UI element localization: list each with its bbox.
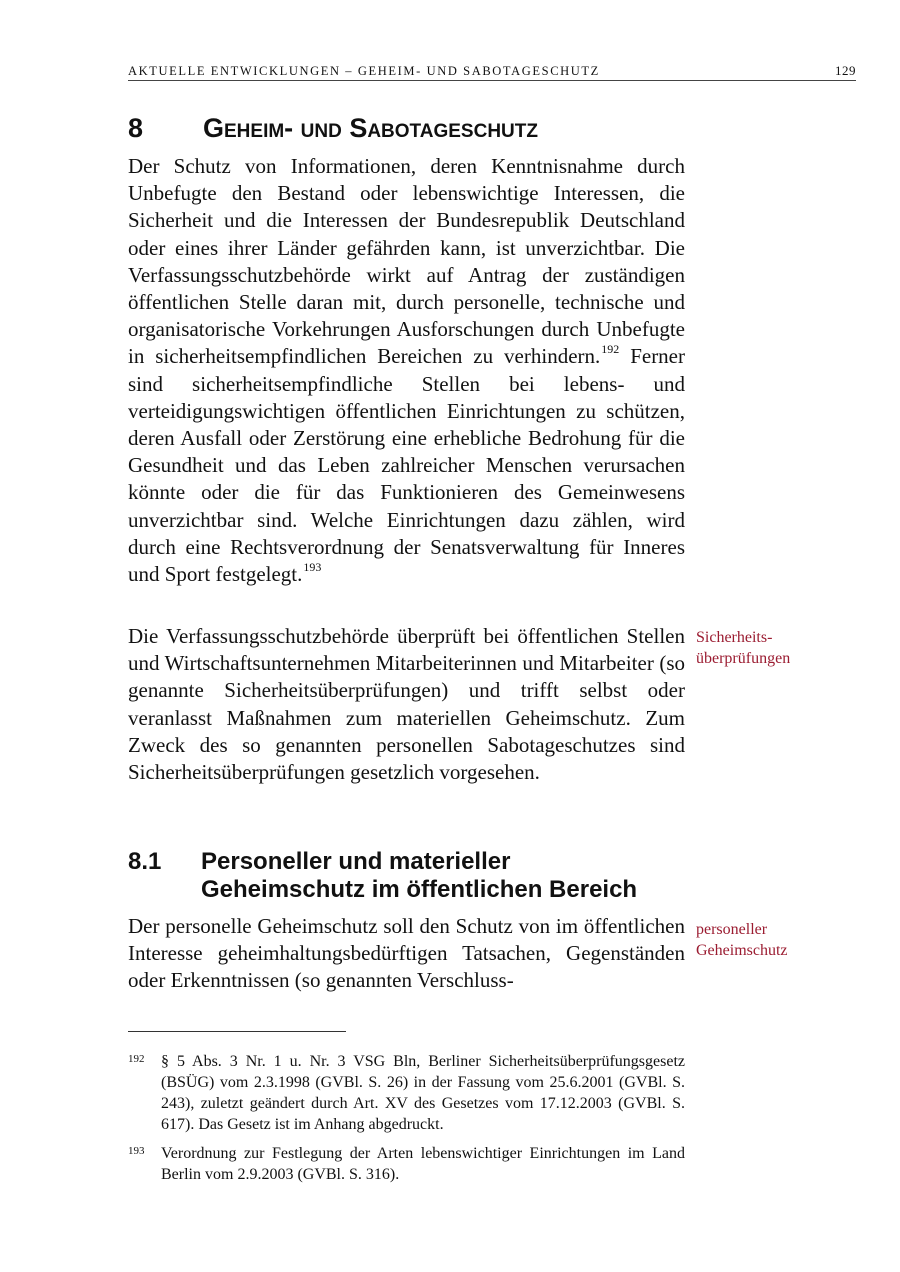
margin-note-line: Geheimschutz: [696, 942, 788, 959]
section-number: 8: [128, 113, 144, 143]
footnote-text: Verordnung zur Festlegung der Arten lebenswichtiger Einrichtungen im Land Berlin vom 2.9.2003 (GVBl. S. 316).: [161, 1145, 685, 1183]
paragraph-text: Ferner sind sicherheitsempfindliche Stellen bei lebens- und verteidigungswichtigen öffentlichen Einrichtungen zu schützen, deren Ausfall oder Zerstörung eine erhebliche Bedrohung für die Gesundheit und das Leben zahlreicher Menschen verursachen könnte oder die für das Funktionieren des Gemeinwesens unverzichtbar sind. Welche Einrichtungen dazu zählen, wird durch eine Rechtsverordnung der Senatsverwaltung für Inneres und Sport festgelegt.: [128, 344, 685, 587]
page-number: 129: [835, 63, 856, 78]
paragraph-text: Die Verfassungsschutzbehörde überprüft bei öffentlichen Stellen und Wirtschaftsunternehmen Mitarbeiterinnen und Mitarbeiter (so genannte Sicherheitsüberprüfungen) und trifft selbst oder veranlasst Maßnahmen zum materiellen Geheimschutz. Zum Zweck des so genannten personellen Sabotageschutzes sind Sicherheitsüberprüfungen gesetzlich vorgesehen.: [128, 624, 685, 785]
section-paragraph-1: [128, 153, 685, 588]
subsection-title-line: Geheimschutz im öffentlichen Bereich: [201, 876, 638, 903]
footnote-ref-192[interactable]: 192: [601, 342, 620, 357]
footnote-text: § 5 Abs. 3 Nr. 1 u. Nr. 3 VSG Bln, Berliner Sicherheitsüberprüfungsgesetz (BSÜG) vom 2.3.1998 (GVBl. S. 26) in der Fassung vom 25.6.2001 (GVBl. S. 243), zuletzt geändert durch Art. XV des Gesetzes vom 17.12.2003 (GVBl. S. 617). Das Gesetz ist im Anhang abgedruckt.: [161, 1053, 685, 1133]
section-title: Geheim- und Sabotageschutz: [203, 113, 538, 143]
margin-note-line: personeller: [696, 921, 768, 938]
section-paragraph-2: [128, 623, 685, 786]
footnote-number: 192: [128, 1053, 145, 1065]
subsection-title: [201, 848, 701, 904]
paragraph-text: Der Schutz von Informationen, deren Kenntnisnahme durch Unbefugte den Bestand oder lebenswichtige Interessen, die Sicherheit und die Interessen der Bundesrepublik Deutschland oder eines ihrer Länder gefährden kann, ist unverzichtbar. Die Verfassungsschutzbehörde wirkt auf Antrag der zuständigen öffentlichen Stelle daran mit, durch personelle, technische und organisatorische Vorkehrungen Ausforschungen durch Unbefugte in sicherheitsempfindlichen Bereichen zu verhindern.: [128, 154, 685, 369]
margin-note-personeller-geheimschutz: [696, 919, 866, 961]
footnote-ref-193[interactable]: 193: [303, 560, 322, 575]
subsection-title-line: Personeller und materieller: [201, 848, 511, 875]
margin-note-sicherheitsueberpruefungen: [696, 627, 866, 669]
margin-note-line: Sicherheits-: [696, 629, 773, 646]
margin-note-line: überprüfungen: [696, 650, 791, 667]
subsection-number: 8.1: [128, 848, 162, 875]
footnote-number: 193: [128, 1145, 145, 1157]
subsection-paragraph-1: [128, 913, 685, 995]
footnote-divider: [128, 1031, 346, 1032]
running-title: AKTUELLE ENTWICKLUNGEN – GEHEIM- UND SABOTAGESCHUTZ: [128, 64, 600, 78]
running-header: [128, 62, 856, 81]
paragraph-text: Der personelle Geheimschutz soll den Schutz von im öffentlichen Interesse geheimhaltungsbedürftigen Tatsachen, Gegenständen oder Erkenntnissen (so genannten Verschluss-: [128, 914, 685, 993]
